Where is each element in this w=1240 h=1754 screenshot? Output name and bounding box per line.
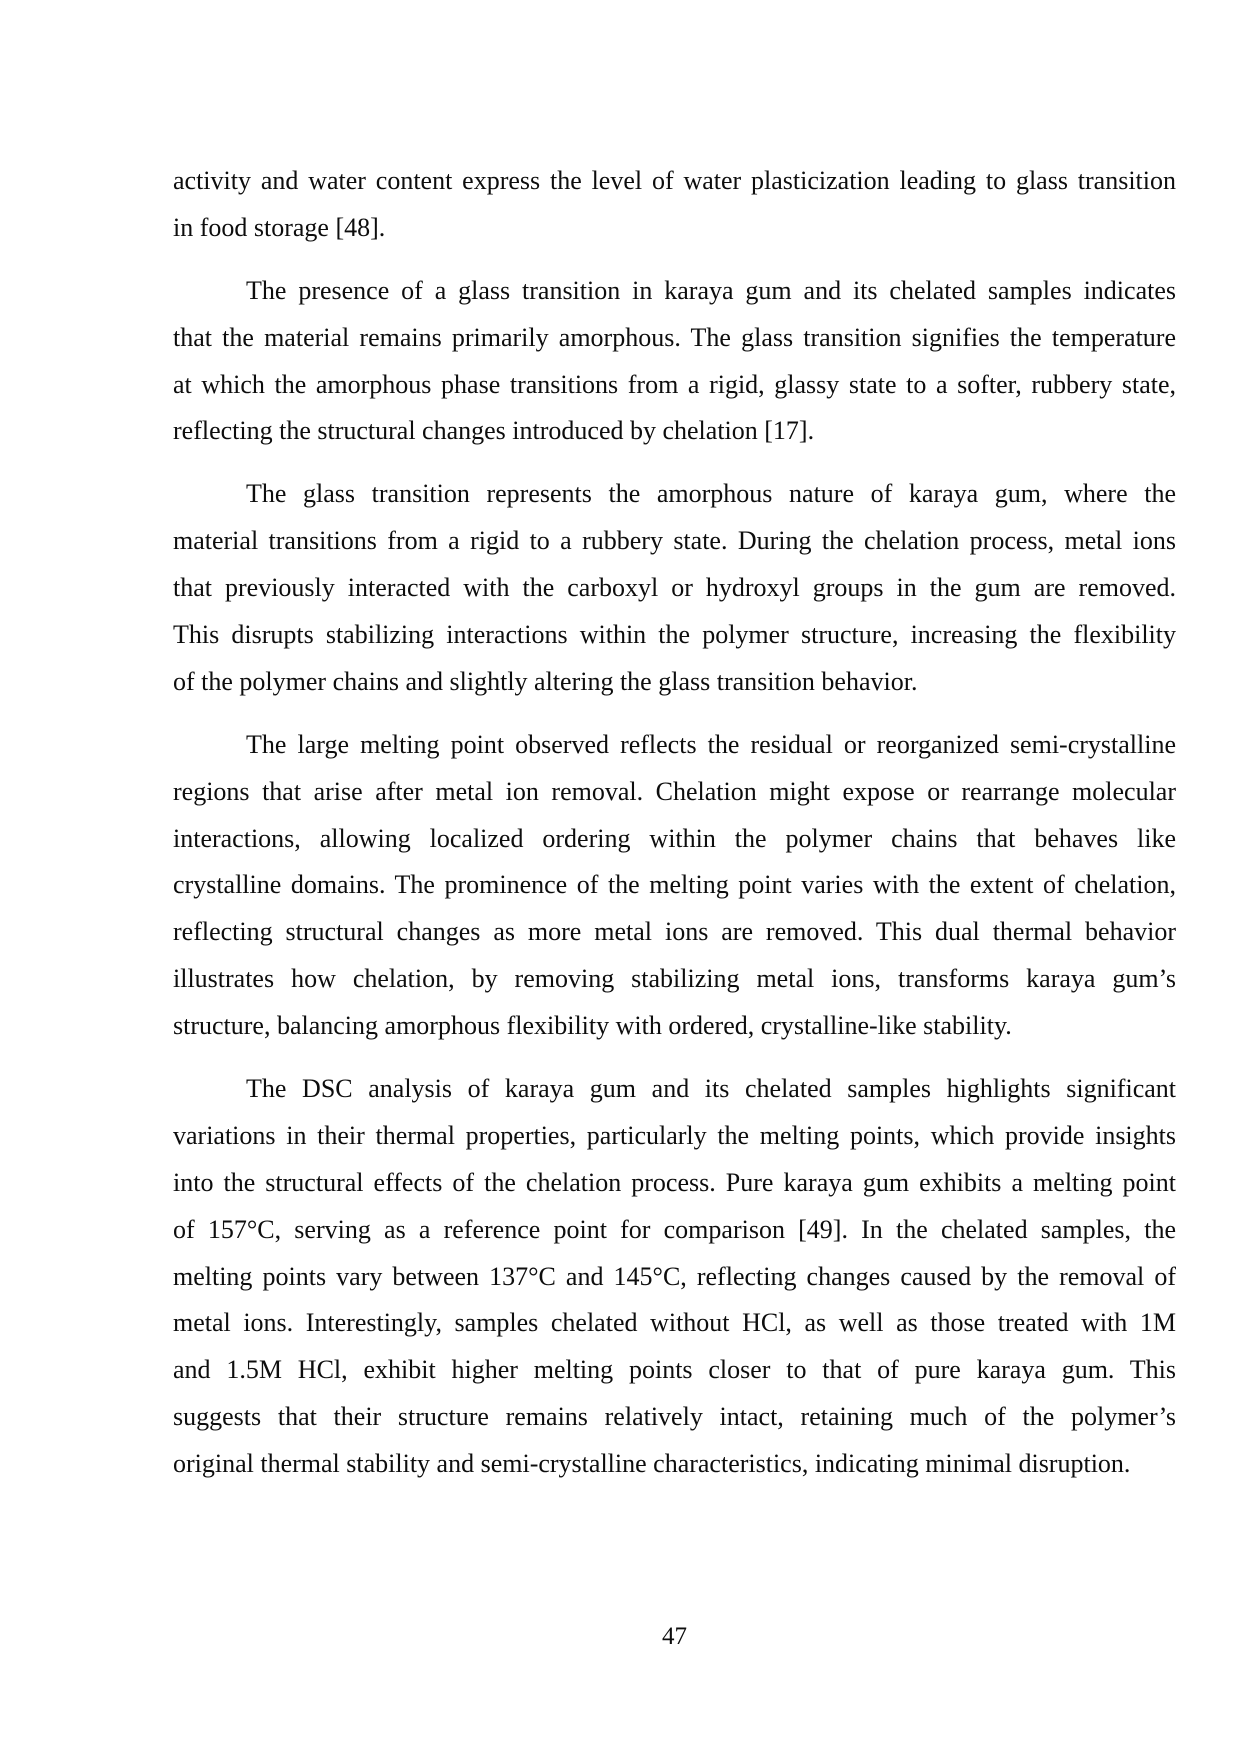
page-number: 47 xyxy=(662,1623,687,1650)
text-line: suggests that their structure remains relatively intact, retaining much of the polymer’s xyxy=(173,1402,1176,1432)
text-line: original thermal stability and semi-crystalline characteristics, indicating minimal disruption. xyxy=(173,1449,1131,1479)
text-line: variations in their thermal properties, particularly the melting points, which provide insights xyxy=(173,1120,1176,1150)
text-line: The presence of a glass transition in karaya gum and its chelated samples indicates xyxy=(246,275,1176,305)
text-line: crystalline domains. The prominence of the melting point varies with the extent of chelation, xyxy=(173,870,1176,900)
text-line: The DSC analysis of karaya gum and its chelated samples highlights significant xyxy=(246,1074,1176,1104)
paragraph xyxy=(173,471,1176,705)
text-line: The glass transition represents the amorphous nature of karaya gum, where the xyxy=(246,479,1176,509)
text-line: metal ions. Interestingly, samples chelated without HCl, as well as those treated with 1M xyxy=(173,1308,1176,1338)
text-line: that the material remains primarily amorphous. The glass transition signifies the temperature xyxy=(173,322,1176,352)
text-line: into the structural effects of the chelation process. Pure karaya gum exhibits a melting point xyxy=(173,1167,1176,1197)
text-line: that previously interacted with the carboxyl or hydroxyl groups in the gum are removed. xyxy=(173,573,1176,603)
text-line: illustrates how chelation, by removing stabilizing metal ions, transforms karaya gum’s xyxy=(173,964,1176,994)
paragraph xyxy=(173,268,1176,456)
text-line: of 157°C, serving as a reference point for comparison [49]. In the chelated samples, the xyxy=(173,1214,1176,1244)
text-line: and 1.5M HCl, exhibit higher melting points closer to that of pure karaya gum. This xyxy=(173,1355,1176,1385)
text-line: The large melting point observed reflects the residual or reorganized semi-crystalline xyxy=(246,729,1176,759)
text-line: activity and water content express the level of water plasticization leading to glass transition xyxy=(173,166,1176,195)
paragraph xyxy=(173,722,1176,1050)
paragraph xyxy=(173,158,1176,252)
text-line: reflecting structural changes as more metal ions are removed. This dual thermal behavior xyxy=(173,917,1176,947)
text-line: at which the amorphous phase transitions from a rigid, glassy state to a softer, rubbery state, xyxy=(173,369,1176,399)
text-line: melting points vary between 137°C and 145°C, reflecting changes caused by the removal of xyxy=(173,1261,1176,1291)
text-line: reflecting the structural changes introduced by chelation [17]. xyxy=(173,416,815,446)
paragraph xyxy=(173,1066,1176,1488)
text-line: interactions, allowing localized ordering within the polymer chains that behaves like xyxy=(173,823,1176,853)
text-line: structure, balancing amorphous flexibility with ordered, crystalline-like stability. xyxy=(173,1011,1012,1041)
text-line: in food storage [48]. xyxy=(173,212,386,242)
page-body-text xyxy=(173,158,1176,1504)
text-line: This disrupts stabilizing interactions within the polymer structure, increasing the flexibility xyxy=(173,620,1176,650)
text-line: regions that arise after metal ion removal. Chelation might expose or rearrange molecular xyxy=(173,776,1176,806)
text-line: material transitions from a rigid to a rubbery state. During the chelation process, metal ions xyxy=(173,526,1176,556)
text-line: of the polymer chains and slightly altering the glass transition behavior. xyxy=(173,666,918,696)
